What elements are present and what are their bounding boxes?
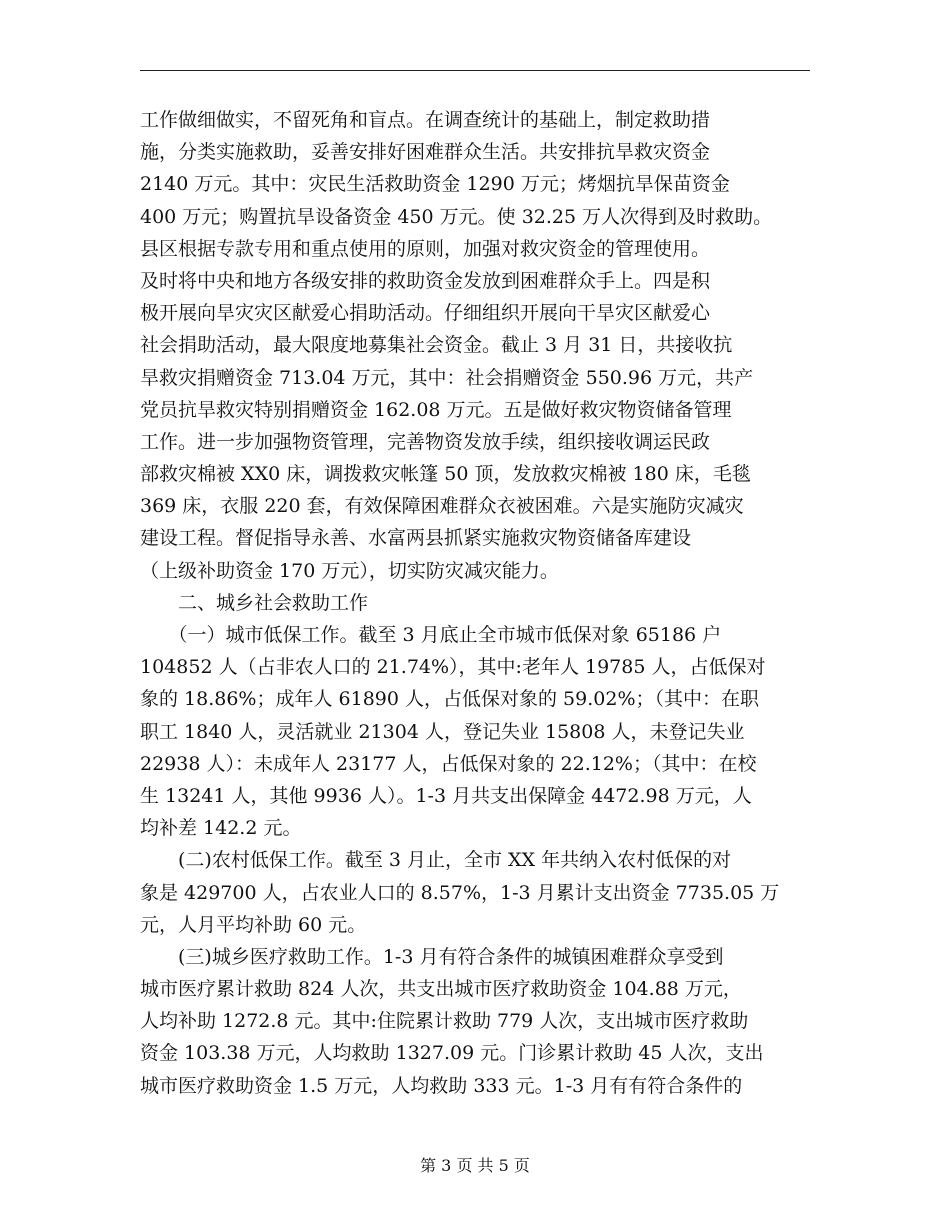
text-line: 旱救灾捐赠资金 713.04 万元，其中：社会捐赠资金 550.96 万元，共产	[140, 366, 754, 389]
text-line: 工作。进一步加强物资管理，完善物资发放手续，组织接收调运民政	[140, 430, 711, 453]
text-line: 资金 103.38 万元，人均救助 1327.09 元。门诊累计救助 45 人次，支出	[140, 1042, 764, 1065]
text-line: 党员抗旱救灾特别捐赠资金 162.08 万元。五是做好救灾物资储备管理	[140, 398, 732, 421]
document-body	[140, 104, 820, 1102]
text-line: 建设工程。督促指导永善、水富两县抓紧实施救灾物资储备库建设	[140, 527, 692, 550]
text-line: 生 13241 人，其他 9936 人）。1-3 月共支出保障金 4472.98 万元，人	[140, 784, 752, 807]
text-line: 象是 429700 人，占农业人口的 8.57%，1-3 月累计支出资金 7735.05 万	[140, 881, 780, 904]
text-line: 象的 18.86%；成年人 61890 人，占低保对象的 59.02%；（其中：在职	[140, 688, 759, 711]
text-line: 均补差 142.2 元。	[140, 817, 302, 840]
text-line: 施，分类实施救助，妥善安排好困难群众生活。共安排抗旱救灾资金	[140, 141, 711, 164]
text-line: 元，人月平均补助 60 元。	[140, 913, 367, 936]
text-line: 22938 人）：未成年人 23177 人，占低保对象的 22.12%；（其中：在校	[140, 752, 757, 775]
text-line: (三)城乡医疗救助工作。1-3 月有符合条件的城镇困难群众享受到	[140, 945, 724, 968]
text-line: 部救灾棉被 XX0 床，调拨救灾帐篷 50 顶，发放救灾棉被 180 床，毛毯	[140, 463, 751, 486]
text-line: 县区根据专款专用和重点使用的原则，加强对救灾资金的管理使用。	[140, 237, 711, 260]
text-line: 社会捐助活动，最大限度地募集社会资金。截止 3 月 31 日，共接收抗	[140, 334, 733, 357]
text-line: (二)农村低保工作。截至 3 月止，全市 XX 年共纳入农村低保的对	[140, 849, 732, 872]
text-line: 400 万元；购置抗旱设备资金 450 万元。使 32.25 万人次得到及时救助。	[140, 205, 773, 228]
page-number-footer: 第 3 页 共 5 页	[420, 1156, 530, 1175]
text-line: 职工 1840 人，灵活就业 21304 人，登记失业 15808 人，未登记失业	[140, 720, 745, 743]
text-line: 369 床，衣服 220 套，有效保障困难群众衣被困难。六是实施防灾减灾	[140, 495, 744, 518]
text-line: 工作做细做实，不留死角和盲点。在调查统计的基础上，制定救助措	[140, 109, 711, 131]
text-line: 极开展向旱灾灾区献爱心捐助活动。仔细组织开展向干旱灾区献爱心	[140, 302, 711, 325]
text-line: 104852 人（占非农人口的 21.74%），其中:老年人 19785 人，占低保对	[140, 656, 766, 679]
text-line: 及时将中央和地方各级安排的救助资金发放到困难群众手上。四是积	[140, 269, 711, 292]
text-line: 2140 万元。其中：灾民生活救助资金 1290 万元；烤烟抗旱保苗资金	[140, 173, 730, 196]
text-line: 人均补助 1272.8 元。其中:住院累计救助 779 人次，支出城市医疗救助	[140, 1010, 749, 1033]
section-heading: 二、城乡社会救助工作	[140, 591, 369, 614]
header-rule	[140, 70, 810, 71]
text-line: 城市医疗累计救助 824 人次，共支出城市医疗救助资金 104.88 万元，	[140, 978, 742, 1001]
text-line: （一）城市低保工作。截至 3 月底止全市城市低保对象 65186 户	[140, 624, 722, 646]
text-line: （上级补助资金 170 万元），切实防灾减灾能力。	[140, 559, 559, 582]
text-line: 城市医疗救助资金 1.5 万元，人均救助 333 元。1-3 月有有符合条件的	[140, 1074, 743, 1097]
